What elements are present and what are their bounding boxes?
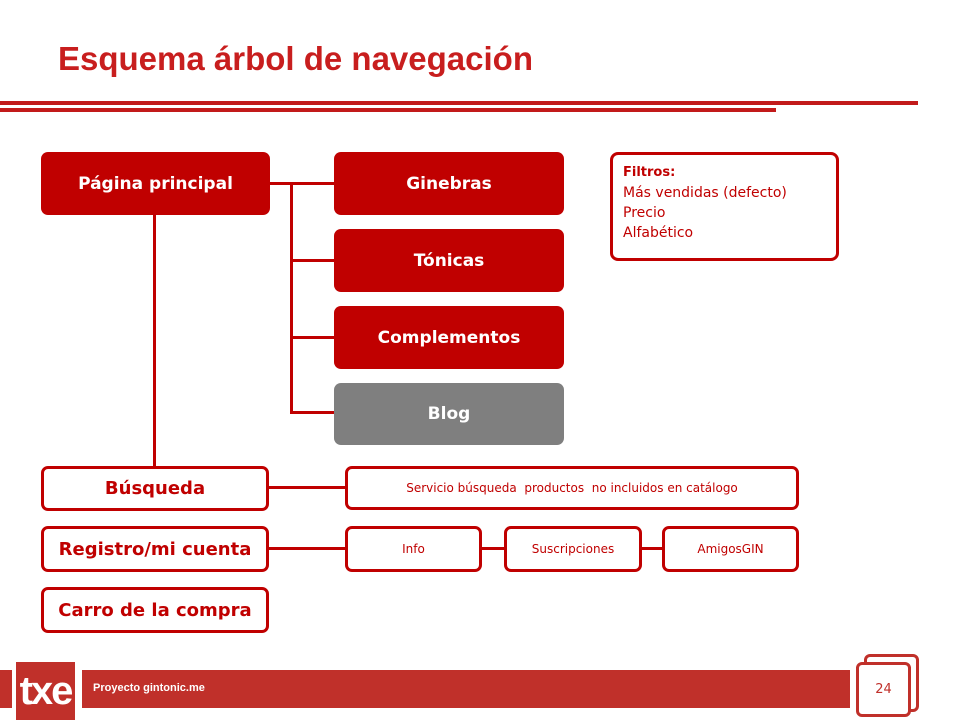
node-tonicas: Tónicas	[334, 229, 564, 292]
connector-main-vertical	[153, 214, 156, 468]
connector-info-suscripciones	[480, 547, 505, 550]
connector-registro	[268, 547, 347, 550]
node-suscripciones: Suscripciones	[504, 526, 642, 572]
filter-item: Alfabético	[623, 225, 694, 241]
title-underline	[0, 101, 918, 105]
node-servicio-busqueda: Servicio búsqueda productos no incluidos en catálogo	[345, 466, 799, 510]
txe-logo: txe	[16, 662, 75, 720]
node-complementos: Complementos	[334, 306, 564, 369]
node-registro: Registro/mi cuenta	[41, 526, 269, 572]
connector-blog	[290, 411, 335, 414]
title-underline-secondary	[0, 108, 776, 112]
node-pagina-principal: Página principal	[41, 152, 270, 215]
footer-project-label: Proyecto gintonic.me	[93, 682, 205, 694]
page-title: Esquema árbol de navegación	[58, 40, 533, 77]
filter-item: Más vendidas (defecto)	[623, 185, 787, 201]
connector-main-to-branch	[270, 182, 335, 185]
filters-box	[610, 152, 839, 261]
footer-left-strip	[0, 670, 12, 708]
node-info: Info	[345, 526, 482, 572]
node-busqueda: Búsqueda	[41, 466, 269, 511]
connector-suscripciones-amigosgin	[640, 547, 664, 550]
node-ginebras: Ginebras	[334, 152, 564, 215]
node-carro: Carro de la compra	[41, 587, 269, 633]
filter-item: Precio	[623, 205, 666, 221]
node-blog: Blog	[334, 383, 564, 445]
connector-branch-vertical	[290, 182, 293, 414]
page-number: 24	[856, 662, 911, 717]
connector-tonicas	[290, 259, 335, 262]
connector-busqueda	[268, 486, 347, 489]
node-amigosgin: AmigosGIN	[662, 526, 799, 572]
filters-heading: Filtros:	[623, 165, 676, 180]
connector-complementos	[290, 336, 335, 339]
